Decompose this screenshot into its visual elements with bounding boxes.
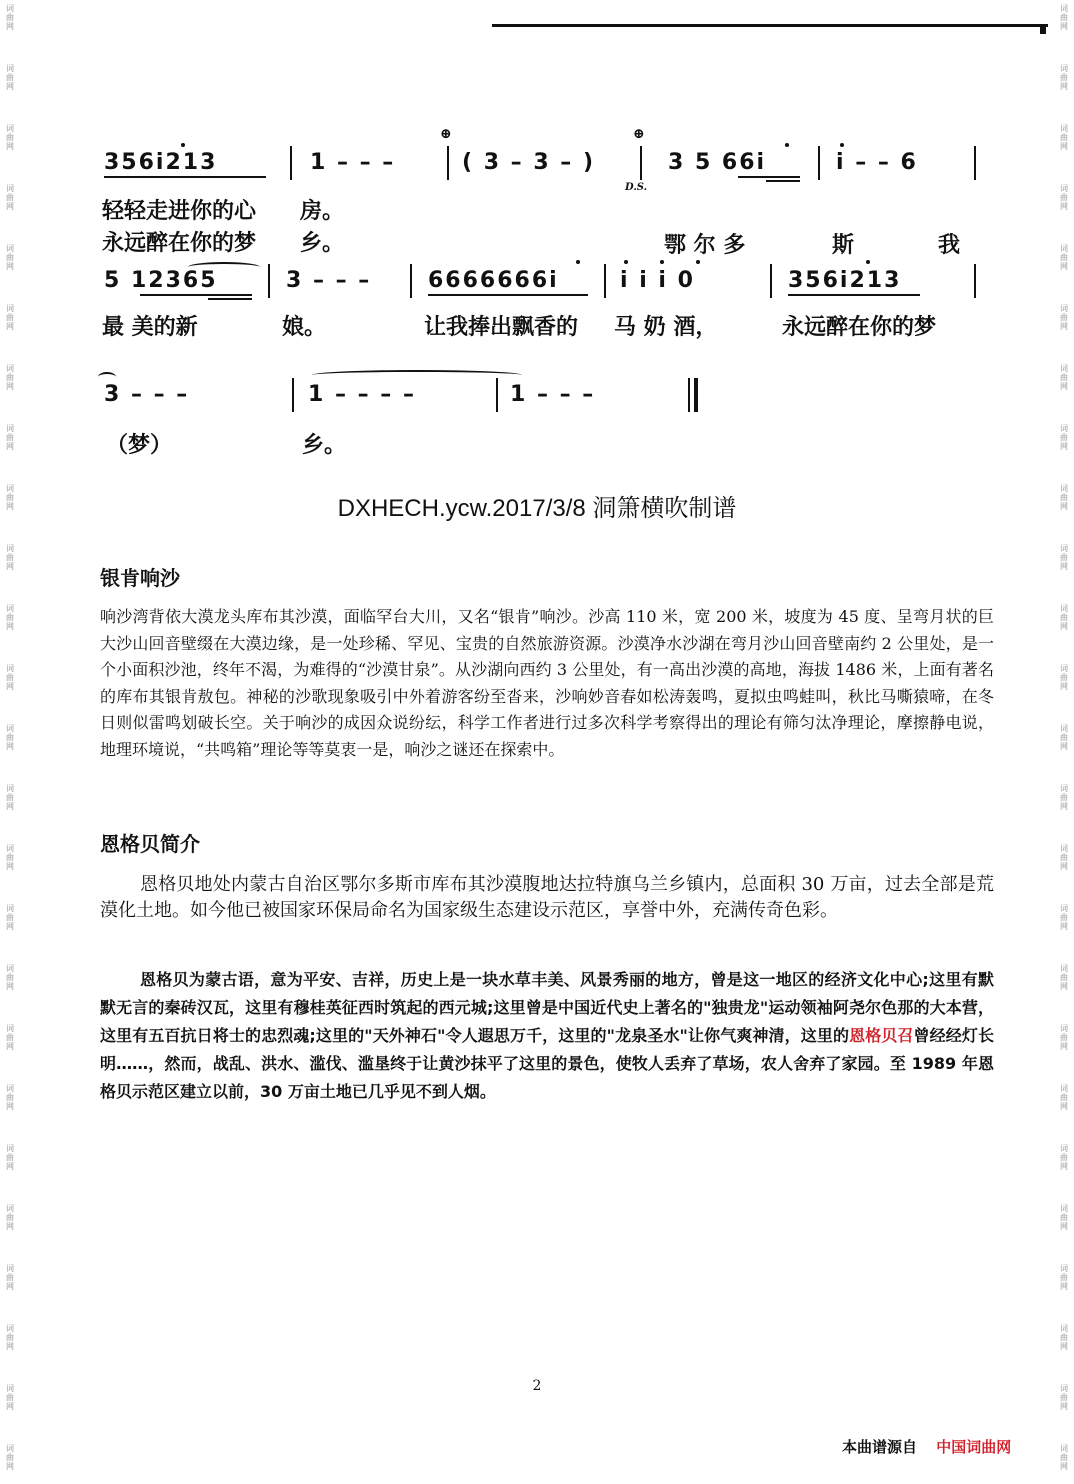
watermark-text: 词 曲 网 (6, 784, 14, 811)
watermark-text: 词 曲 网 (1060, 484, 1068, 511)
tie (312, 370, 522, 380)
ds-mark: D.S. (625, 182, 648, 193)
watermark-text: 词 曲 网 (1060, 1204, 1068, 1231)
section-paragraph: 恩格贝地处内蒙古自治区鄂尔多斯市库布其沙漠腹地达拉特旗乌兰乡镇内，总面积 30 万亩，过去全部是荒漠化土地。如今他已被国家环保局命名为国家级生态建设示范区，享誉中外，充满传奇色彩。 (100, 874, 994, 921)
lyric: （梦） (106, 432, 173, 458)
watermark-text: 词 曲 网 (6, 184, 14, 211)
watermark-text: 词 曲 网 (1060, 424, 1068, 451)
watermark-text: 词 曲 网 (6, 1324, 14, 1351)
bar-line (770, 264, 772, 298)
watermark-text: 词 曲 网 (1060, 64, 1068, 91)
measure-1: 5 12365 (104, 268, 218, 293)
watermark-text: 词 曲 网 (6, 4, 14, 31)
lyric: 房。 (300, 198, 345, 224)
watermark-text: 词 曲 网 (1060, 304, 1068, 331)
bar-line (604, 264, 606, 298)
watermark-text: 词 曲 网 (6, 844, 14, 871)
watermark-text: 词 曲 网 (1060, 784, 1068, 811)
watermark-text: 词 曲 网 (6, 724, 14, 751)
site-name-link[interactable]: 中国词曲网 (936, 1438, 1012, 1456)
beam-line (208, 298, 252, 300)
watermark-text: 词 曲 网 (6, 1144, 14, 1171)
watermark-text: 词 曲 网 (6, 664, 14, 691)
paragraph-text: 曾经经灯长明……，然而，战乱、洪水、滥伐、滥垦终于让黄沙抹平了这里的景色，使牧人丢弃了草场，农人舍弃了家园。至 1989 年恩格贝示范区建立以前，30 万亩土地已几乎见不到人烟。 (100, 1026, 994, 1101)
section-title: 银肯响沙 (100, 566, 180, 590)
watermark-text: 词 曲 网 (1060, 1144, 1068, 1171)
watermark-text: 词 曲 网 (1060, 604, 1068, 631)
watermark-text: 词 曲 网 (1060, 124, 1068, 151)
lyric: 鄂 尔 多 (664, 232, 746, 258)
measure-5: 356i213 (788, 268, 902, 293)
watermark-text: 词 曲 网 (1060, 1084, 1068, 1111)
lyric: 我 (938, 232, 961, 258)
measure-3: 6666666i (428, 268, 559, 293)
watermark-text: 词 曲 网 (1060, 964, 1068, 991)
lyric: 娘。 (282, 314, 327, 340)
watermark-text: 词 曲 网 (6, 1024, 14, 1051)
watermark-text: 词 曲 网 (1060, 1264, 1068, 1291)
octave-dot (624, 260, 628, 264)
measure-4: 3 5 66i (668, 150, 767, 175)
beam-line (140, 294, 252, 296)
measure-1: 356i213 (104, 150, 218, 175)
beam-line (738, 176, 800, 178)
bar-line (640, 146, 642, 180)
section-title: 恩格贝简介 (100, 832, 200, 856)
bar-line (268, 264, 270, 298)
lyric: 最 美的新 (102, 314, 198, 340)
lyric: 乡。 (302, 432, 347, 458)
watermark-text: 词 曲 网 (6, 1384, 14, 1411)
watermark-text: 词 曲 网 (6, 544, 14, 571)
lyric: 乡。 (300, 230, 345, 256)
octave-dot (576, 260, 580, 264)
watermark-text: 词 曲 网 (1060, 844, 1068, 871)
watermark-text: 词 曲 网 (6, 1084, 14, 1111)
page-number: 2 (532, 1378, 542, 1394)
watermark-text: 词 曲 网 (6, 604, 14, 631)
segno-icon: ⊕ (633, 126, 645, 142)
lyric: 永远醉在你的梦 (782, 314, 937, 340)
octave-dot (785, 143, 789, 147)
watermark-text: 词 曲 网 (6, 124, 14, 151)
measure-3: ( 3 – 3 – ) (462, 150, 596, 175)
watermark-text: 词 曲 网 (6, 1444, 14, 1471)
score-credit: DXHECH.ycw.2017/3/8 洞箫横吹制谱 (337, 495, 737, 522)
watermark-text: 词 曲 网 (6, 304, 14, 331)
octave-dot (866, 260, 870, 264)
lyric: 斯 (832, 232, 855, 258)
octave-dot (660, 260, 664, 264)
measure-5: i – – 6 (836, 150, 918, 175)
bar-line (496, 378, 498, 412)
watermark-text: 词 曲 网 (1060, 724, 1068, 751)
beam-line (766, 180, 800, 182)
section-paragraph (100, 966, 994, 1106)
watermark-text: 词 曲 网 (6, 1264, 14, 1291)
measure-2: 1 – – – – (308, 382, 416, 407)
bar-line (974, 146, 976, 180)
bar-line (447, 146, 449, 180)
slur (188, 262, 260, 272)
bar-line (974, 264, 976, 298)
paragraph-text: 恩格贝为蒙古语，意为平安、吉祥，历史上是一块水草丰美、风景秀丽的地方，曾是这一地区的经济文化中心;这里有默默无言的秦砖汉瓦，这里有穆桂英征西时筑起的西元城;这里曾是中国近代史上著名的"独贵龙"运动领袖阿尧尔色那的大本营，这里有五百抗日将士的忠烈魂;这里的"天外神石"令人遐思万千，这里的"龙泉圣水"让你气爽神清，这里的 (100, 970, 994, 1045)
watermark-text: 词 曲 网 (1060, 1024, 1068, 1051)
watermark-text: 词 曲 网 (6, 364, 14, 391)
lyric: 让我捧出飘香的 (424, 314, 579, 340)
octave-dot (181, 143, 185, 147)
watermark-text: 词 曲 网 (1060, 904, 1068, 931)
slur (98, 372, 116, 382)
watermark-text: 词 曲 网 (1060, 1444, 1068, 1471)
watermark-text: 词 曲 网 (1060, 1384, 1068, 1411)
watermark-text: 词 曲 网 (1060, 364, 1068, 391)
beam-line (788, 294, 920, 296)
lyric: 马 奶 酒， (614, 314, 718, 340)
source-label: 本曲谱源自 (842, 1438, 918, 1456)
final-bar-thin (688, 378, 690, 412)
watermark-text: 词 曲 网 (6, 484, 14, 511)
highlight-link[interactable]: 恩格贝召 (849, 1026, 914, 1045)
section-body: 响沙湾背依大漠龙头库布其沙漠，面临罕台大川，又名“银肯”响沙。沙高 110 米，宽 200 米，坡度为 45 度、呈弯月状的巨大沙山回音壁缀在大漠边缘，是一处珍稀、罕见、宝贵的自然旅游资源。沙漠净水沙湖在弯月沙山回音壁南约 2 公里处，是一个小面积沙池，终年不渴，为难得的“沙漠甘泉”。从沙湖向西约 3 公里处，有一高出沙漠的高地，海拔 1486 米，上面有著名的库布其银肯敖包。神秘的沙歌现象吸引中外着游客纷至沓来，沙响妙音春如松涛轰鸣，夏拟虫鸣蛙叫，秋比马嘶猿啼，在冬日则似雷鸣划破长空。关于响沙的成因众说纷纭，科学工作者进行过多次科学考察得出的理论有筛匀汰净理论，摩擦静电说，地理环境说，“共鸣箱”理论等等莫衷一是，响沙之谜还在探索中。 (100, 607, 994, 759)
beam-line (428, 294, 588, 296)
watermark-text: 词 曲 网 (1060, 664, 1068, 691)
final-bar-thick (694, 378, 698, 412)
watermark-text: 词 曲 网 (1060, 1324, 1068, 1351)
watermark-text: 词 曲 网 (6, 424, 14, 451)
watermark-text: 词 曲 网 (1060, 184, 1068, 211)
footer-source (842, 1436, 1011, 1457)
bar-line (410, 264, 412, 298)
watermark-text: 词 曲 网 (6, 964, 14, 991)
measure-3: 1 – – – (510, 382, 596, 407)
watermark-text: 词 曲 网 (6, 244, 14, 271)
measure-4: i i i 0 (620, 268, 695, 293)
watermark-text: 词 曲 网 (6, 904, 14, 931)
watermark-text: 词 曲 网 (1060, 244, 1068, 271)
octave-dot (840, 143, 844, 147)
watermark-text: 词 曲 网 (6, 64, 14, 91)
segno-icon: ⊕ (440, 126, 452, 142)
top-rule (492, 24, 1048, 27)
lyric: 永远醉在你的梦 (102, 230, 257, 256)
watermark-text: 词 曲 网 (1060, 4, 1068, 31)
bar-line (292, 378, 294, 412)
lyric: 轻轻走进你的心 (102, 198, 257, 224)
measure-1: 3 – – – (104, 382, 190, 407)
measure-2: 3 – – – (286, 268, 372, 293)
bar-line (290, 146, 292, 180)
beam-line (104, 176, 266, 178)
bar-line (818, 146, 820, 180)
watermark-text: 词 曲 网 (1060, 544, 1068, 571)
octave-dot (696, 260, 700, 264)
top-rule-end (1040, 24, 1046, 34)
measure-2: 1 – – – (310, 150, 396, 175)
watermark-text: 词 曲 网 (6, 1204, 14, 1231)
